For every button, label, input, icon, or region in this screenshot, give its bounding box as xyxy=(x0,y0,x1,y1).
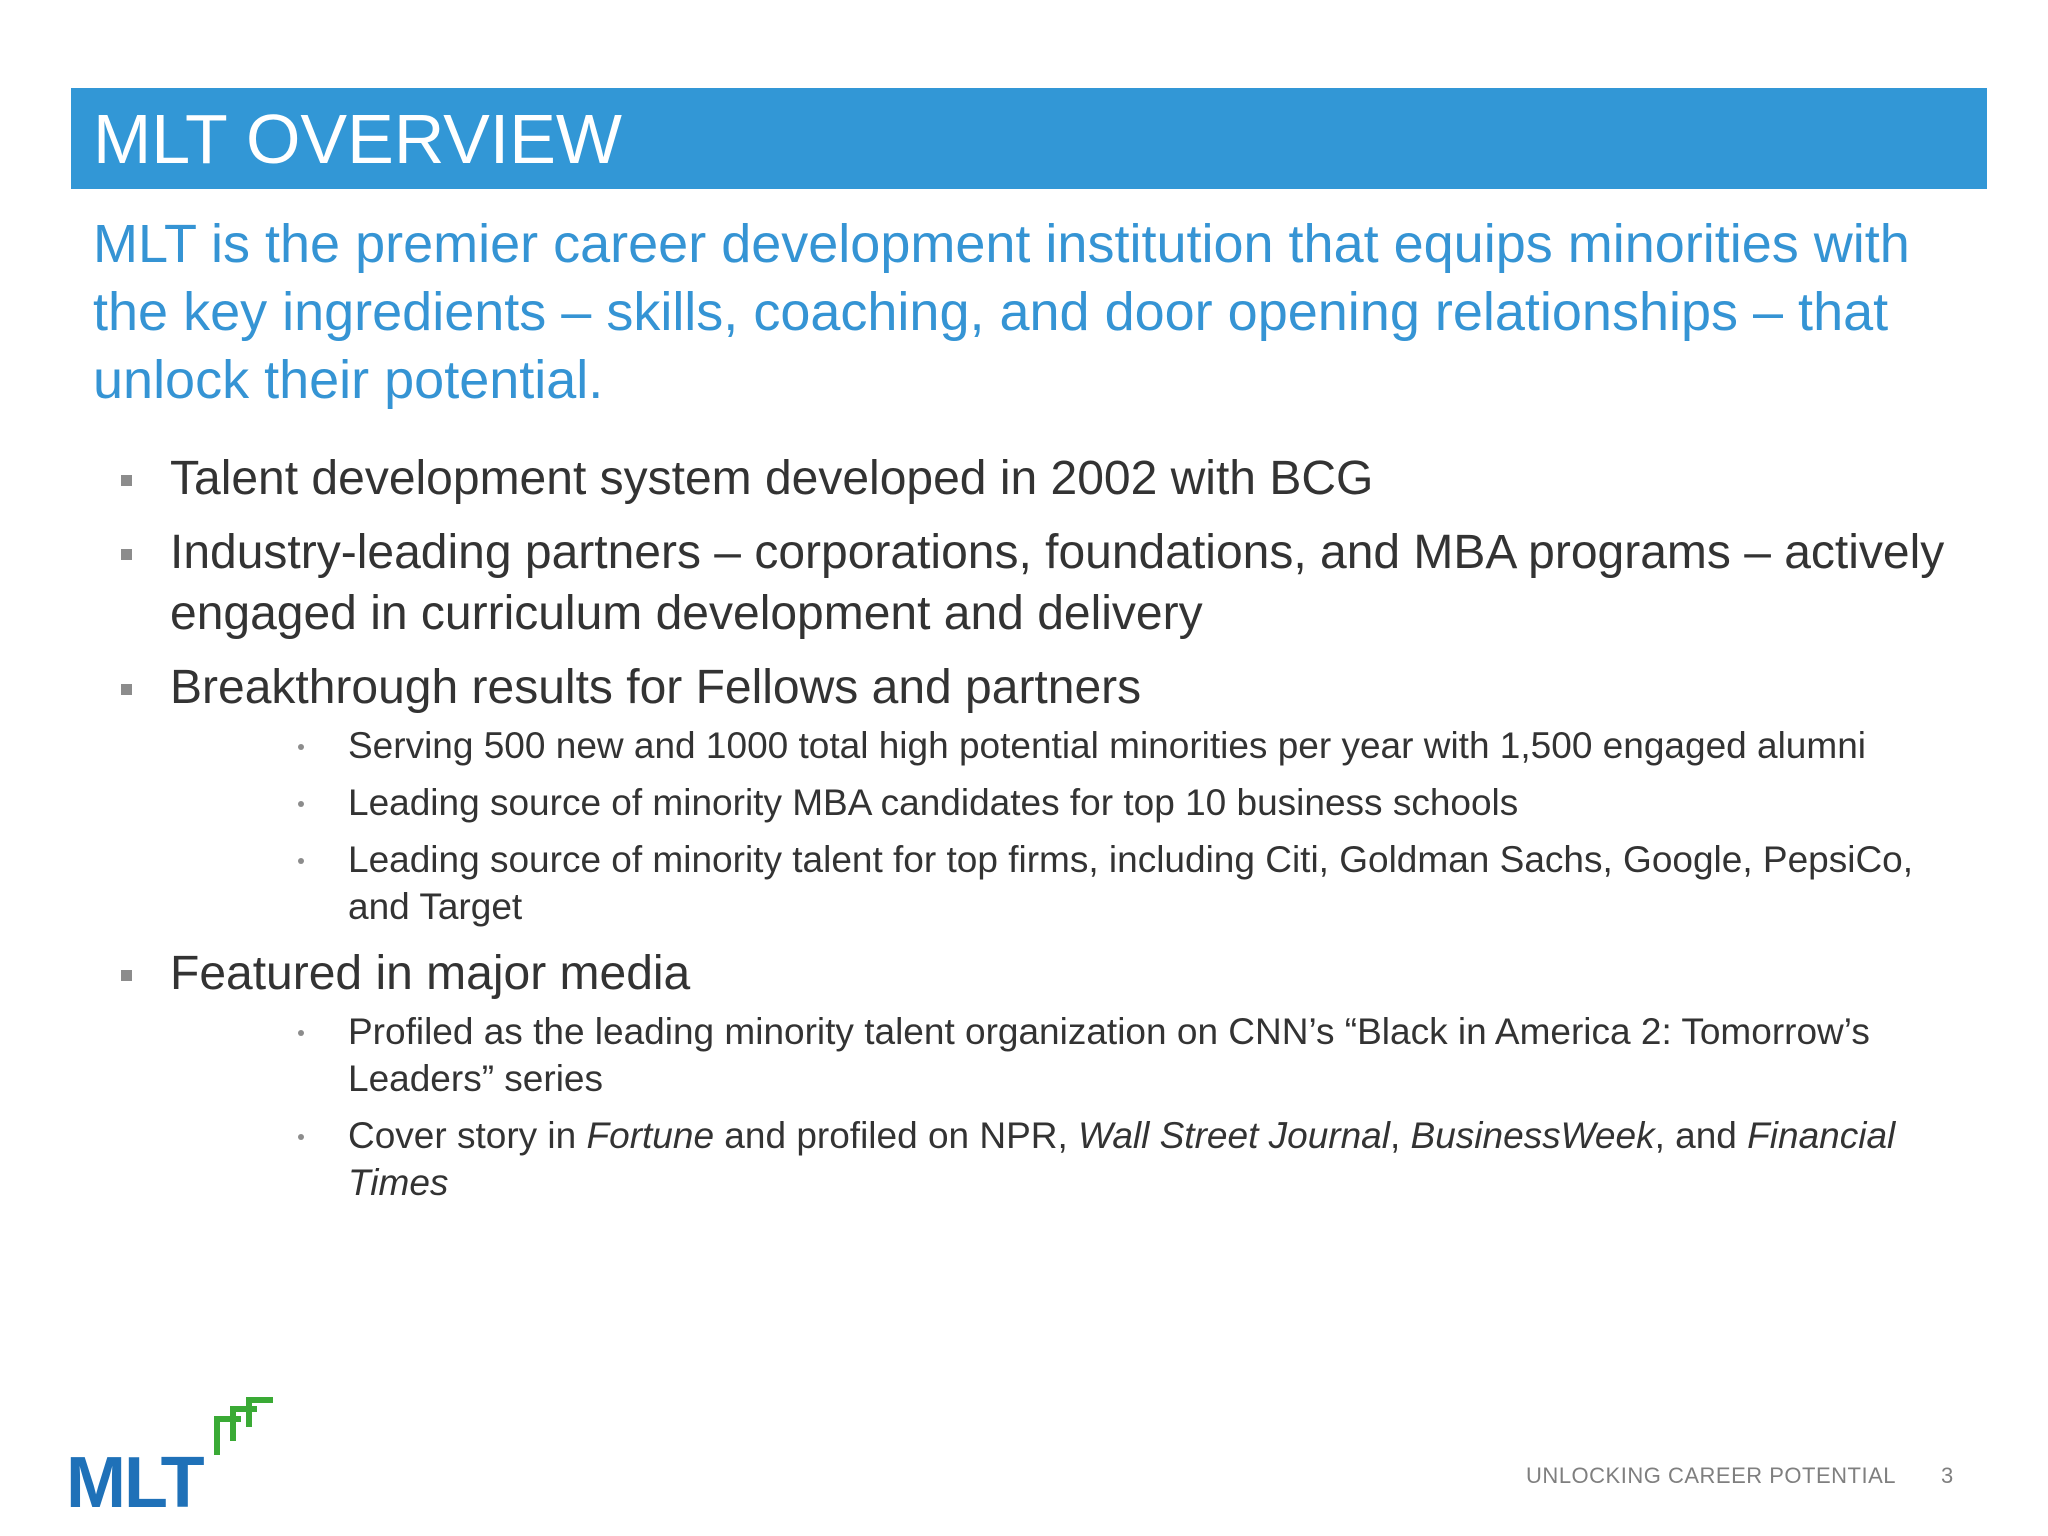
sub-list-item xyxy=(170,779,1973,826)
bullet-text: Featured in major media xyxy=(170,947,691,1000)
list-item xyxy=(93,522,1973,644)
dot-bullet-icon xyxy=(298,801,304,807)
intro-statement: MLT is the premier career development institution that equips minorities with the key ingredients – skills, coaching, and door opening relationships – that unlock their potential. xyxy=(93,214,1910,410)
sub-list-item xyxy=(170,1112,1973,1206)
sub-bullet-list xyxy=(170,722,1973,930)
square-bullet-icon xyxy=(121,549,132,560)
publication-businessweek: BusinessWeek xyxy=(1410,1115,1655,1156)
publication-wsj: Wall Street Journal xyxy=(1078,1115,1390,1156)
sub-bullet-text: Profiled as the leading minority talent organization on CNN’s “Black in America 2: Tomorrow’s Leaders” series xyxy=(348,1011,1870,1099)
list-item xyxy=(93,657,1973,930)
square-bullet-icon xyxy=(121,684,132,695)
list-item xyxy=(93,943,1973,1206)
dot-bullet-icon xyxy=(298,858,304,864)
cover-story-text: , xyxy=(1389,1115,1411,1156)
sub-list-item xyxy=(170,836,1973,930)
title-bar xyxy=(71,88,1987,189)
sub-list-item xyxy=(170,1008,1973,1102)
page-number: 3 xyxy=(1941,1463,1954,1488)
dot-bullet-icon xyxy=(298,744,304,750)
sub-list-item xyxy=(170,722,1973,769)
dot-bullet-icon xyxy=(298,1134,304,1140)
bullet-list xyxy=(93,448,1973,1219)
logo-chevrons-icon xyxy=(211,1397,281,1457)
bullet-text: Talent development system developed in 2002 with BCG xyxy=(170,452,1374,505)
list-item xyxy=(93,448,1973,509)
cover-story-text: Cover story in xyxy=(348,1115,587,1156)
publication-ft: Financial Times xyxy=(348,1115,1896,1203)
sub-bullet-text xyxy=(348,1115,1895,1203)
square-bullet-icon xyxy=(121,475,132,486)
footer-tagline: UNLOCKING CAREER POTENTIAL xyxy=(1526,1463,1896,1488)
bullet-text: Breakthrough results for Fellows and partners xyxy=(170,661,1142,714)
bullet-text: Industry-leading partners – corporations, foundations, and MBA programs – actively engaged in curriculum development and delivery xyxy=(170,526,1945,640)
sub-bullet-list xyxy=(170,1008,1973,1206)
sub-bullet-text: Serving 500 new and 1000 total high potential minorities per year with 1,500 engaged alumni xyxy=(348,725,1866,766)
cover-story-text: , and xyxy=(1654,1115,1748,1156)
cover-story-text: and profiled on NPR, xyxy=(714,1115,1079,1156)
mlt-logo xyxy=(66,1397,276,1521)
square-bullet-icon xyxy=(121,970,132,981)
logo-text: MLT xyxy=(66,1443,203,1523)
publication-fortune: Fortune xyxy=(586,1115,715,1156)
sub-bullet-text: Leading source of minority MBA candidates for top 10 business schools xyxy=(348,782,1519,823)
dot-bullet-icon xyxy=(298,1030,304,1036)
page-title: MLT OVERVIEW xyxy=(93,100,622,178)
sub-bullet-text: Leading source of minority talent for top firms, including Citi, Goldman Sachs, Google, PepsiCo, and Target xyxy=(348,839,1914,927)
